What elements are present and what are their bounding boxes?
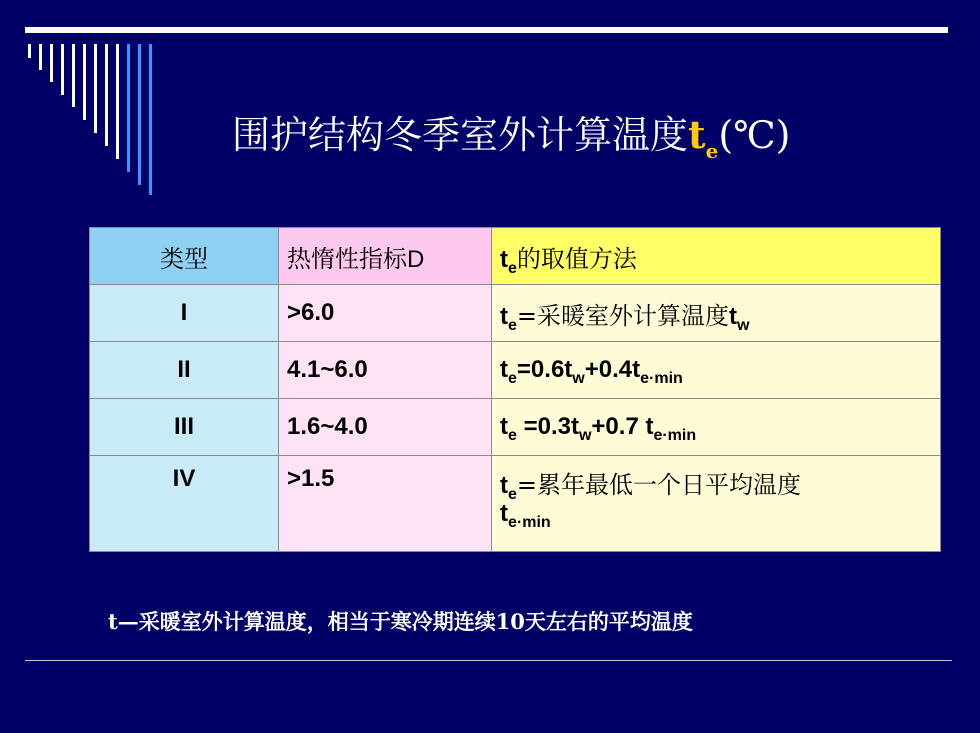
decorative-bar [61, 44, 64, 95]
row-type: IV [90, 456, 279, 552]
decorative-bar [39, 44, 42, 70]
title-subscript: e [705, 139, 719, 163]
decorative-bar [50, 44, 53, 82]
decorative-bar [116, 44, 119, 159]
table-row [90, 342, 941, 399]
header-method-text: 的取值方法 [516, 245, 637, 273]
decorative-bar [83, 44, 86, 120]
header-d-index [279, 228, 492, 285]
bottom-rule [25, 660, 952, 661]
footnote: t—采暖室外计算温度，相当于寒冷期连续10天左右的平均温度 [108, 609, 693, 634]
header-e: e [508, 259, 517, 277]
row-type: II [90, 342, 279, 399]
table-row [90, 285, 941, 342]
title-symbol: t [688, 112, 706, 157]
slide-title [232, 104, 790, 163]
header-t: t [500, 245, 508, 273]
decorative-bar [138, 44, 141, 185]
row-type: I [90, 285, 279, 342]
title-unit: (℃) [718, 113, 791, 157]
row-type: III [90, 399, 279, 456]
row-formula: $t_e=0.6t_w+0.4t_{e\cdot min}$ [492, 342, 941, 399]
climate-table [89, 227, 941, 552]
row-formula: $t_e =0.3t_w+0.7$ $t_{e\cdot min}$ [492, 399, 941, 456]
table-row [90, 399, 941, 456]
decorative-bar [94, 44, 97, 133]
top-rule [25, 27, 948, 33]
row-d: >1.5 [279, 456, 492, 552]
row-formula: $t_e=$累年最低一个日平均温度 $t_{e\cdot min}$ [492, 456, 941, 552]
decorative-bar [127, 44, 130, 172]
decorative-bar [72, 44, 75, 107]
row-d: 1.6~4.0 [279, 399, 492, 456]
row-formula: $t_e=$采暖室外计算温度$t_w$ [492, 285, 941, 342]
row-d: 4.1~6.0 [279, 342, 492, 399]
header-d-text: 热惰性指标D [287, 245, 425, 273]
header-type: 类型 [90, 228, 279, 285]
decorative-bar [28, 44, 31, 58]
table-row [90, 456, 941, 552]
table-header-row [90, 228, 941, 285]
header-method [492, 228, 941, 285]
decorative-bar [105, 44, 108, 146]
row-d: >6.0 [279, 285, 492, 342]
title-text: 围护结构冬季室外计算温度 [232, 113, 689, 157]
decorative-bar [149, 44, 152, 195]
